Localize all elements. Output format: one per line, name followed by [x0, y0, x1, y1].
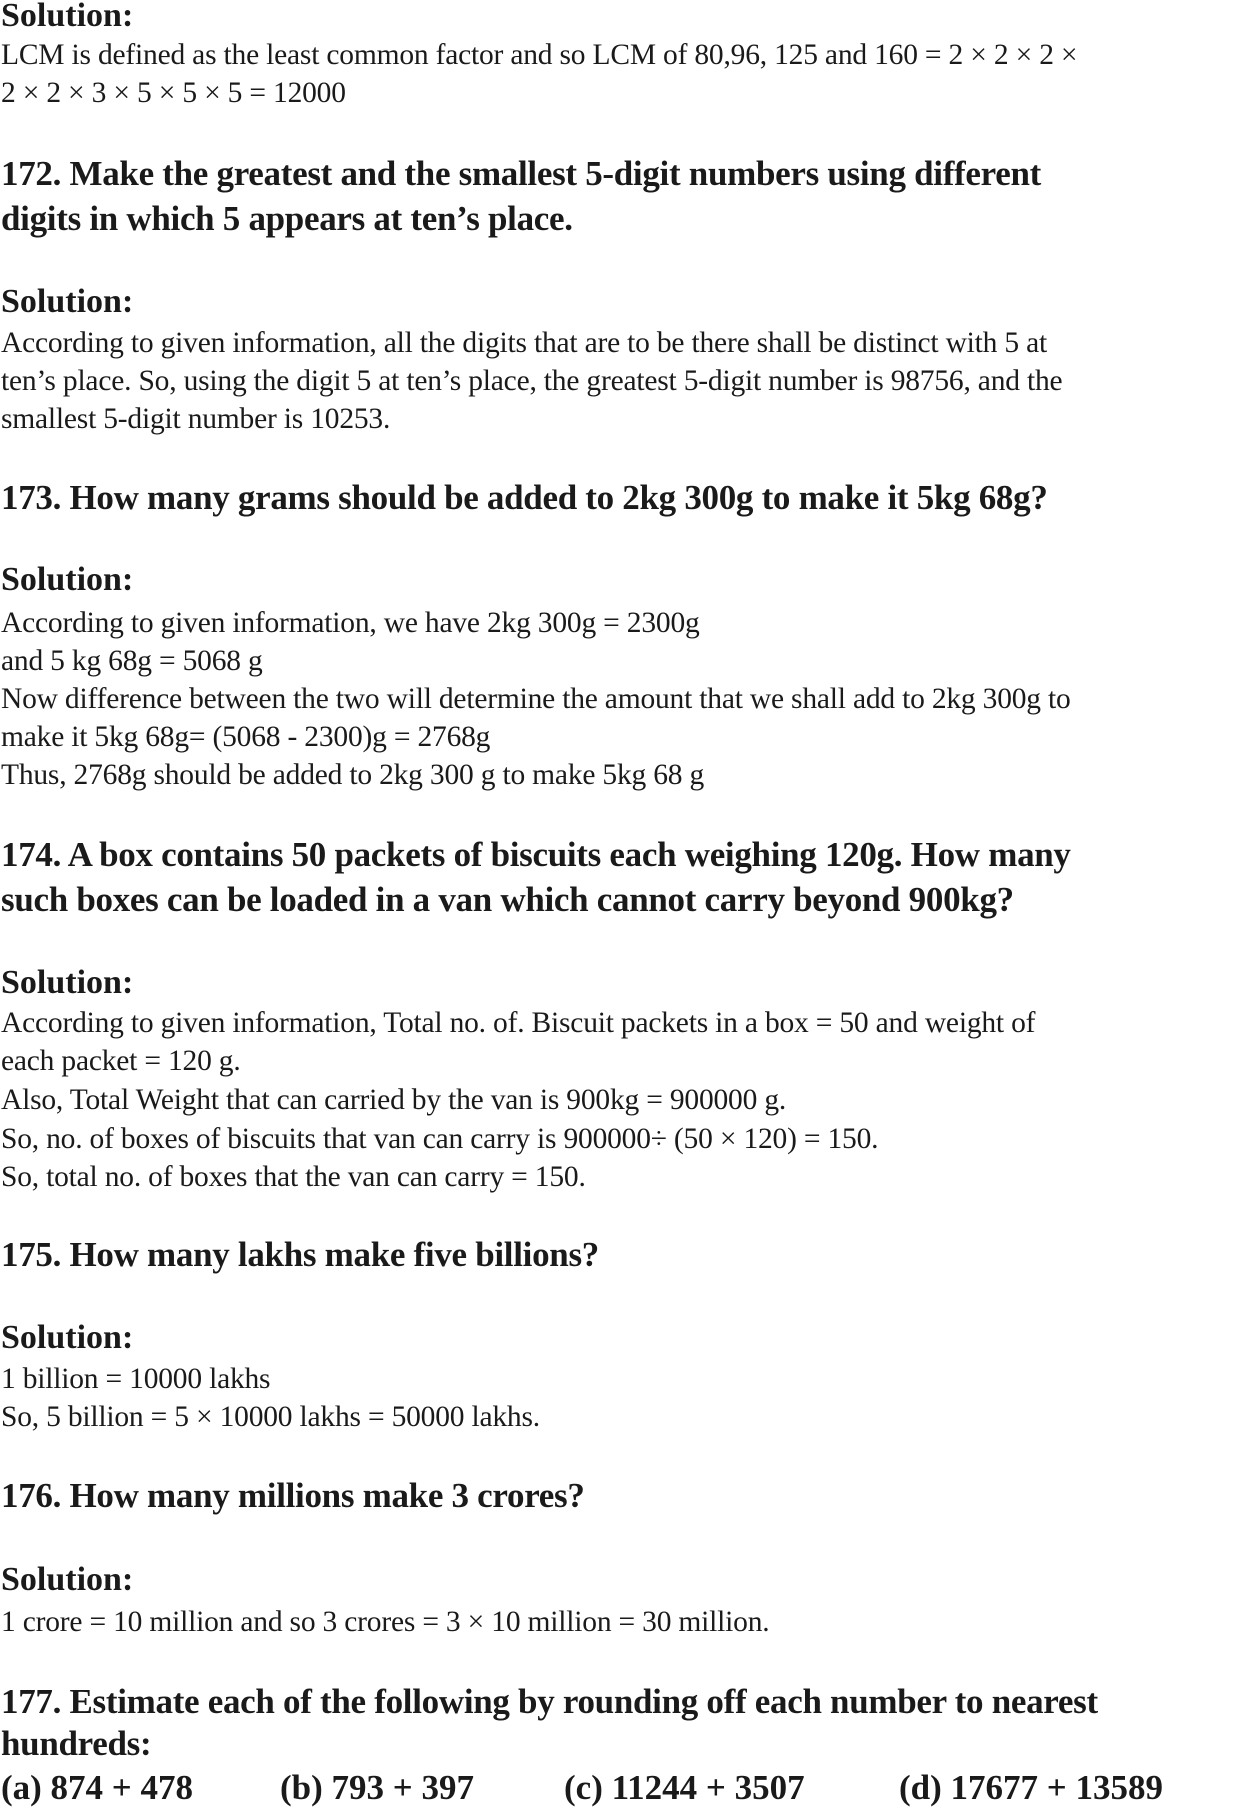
question-heading: 173. How many grams should be added to 2kg 300g to make it 5kg 68g?	[1, 478, 1048, 517]
solution-text-line: smallest 5-digit number is 10253.	[1, 403, 391, 435]
solution-text-line: So, 5 billion = 5 × 10000 lakhs = 50000 lakhs.	[1, 1401, 540, 1433]
question-option: (a) 874 + 478	[1, 1768, 194, 1807]
solution-text-line: and 5 kg 68g = 5068 g	[1, 645, 263, 677]
question-heading: digits in which 5 appears at ten’s place.	[1, 199, 573, 238]
solution-text-line: 1 crore = 10 million and so 3 crores = 3 × 10 million = 30 million.	[1, 1606, 770, 1638]
question-heading: 177. Estimate each of the following by rounding off each number to nearest	[1, 1682, 1098, 1721]
solution-text-line: So, no. of boxes of biscuits that van can carry is 900000÷ (50 × 120) = 150.	[1, 1123, 879, 1155]
solution-label: Solution:	[1, 964, 134, 1001]
question-heading: hundreds:	[1, 1724, 152, 1763]
solution-text-line: make it 5kg 68g= (5068 - 2300)g = 2768g	[1, 721, 491, 753]
solution-text-line: According to given information, we have 2kg 300g = 2300g	[1, 607, 700, 639]
solution-text-line: LCM is defined as the least common factor and so LCM of 80,96, 125 and 160 = 2 × 2 × 2 ×	[1, 39, 1078, 71]
solution-text-line: According to given information, Total no. of. Biscuit packets in a box = 50 and weight of	[1, 1007, 1036, 1039]
solution-text-line: Also, Total Weight that can carried by the van is 900kg = 900000 g.	[1, 1084, 787, 1116]
question-heading: 174. A box contains 50 packets of biscuits each weighing 120g. How many	[1, 835, 1071, 874]
solution-label: Solution:	[1, 0, 134, 34]
question-heading: 176. How many millions make 3 crores?	[1, 1476, 585, 1515]
solution-text-line: So, total no. of boxes that the van can carry = 150.	[1, 1161, 586, 1193]
question-heading: such boxes can be loaded in a van which cannot carry beyond 900kg?	[1, 880, 1014, 919]
solution-text-line: Now difference between the two will determine the amount that we shall add to 2kg 300g to	[1, 683, 1071, 715]
question-option: (c) 11244 + 3507	[564, 1768, 805, 1807]
solution-label: Solution:	[1, 1319, 134, 1356]
question-heading: 175. How many lakhs make five billions?	[1, 1235, 599, 1274]
solution-label: Solution:	[1, 561, 134, 598]
question-option: (d) 17677 + 13589	[899, 1768, 1163, 1807]
solution-label: Solution:	[1, 1561, 134, 1598]
solution-text-line: According to given information, all the digits that are to be there shall be distinct with 5 at	[1, 327, 1048, 359]
solution-label: Solution:	[1, 283, 134, 320]
solution-text-line: each packet = 120 g.	[1, 1045, 241, 1077]
question-option: (b) 793 + 397	[280, 1768, 474, 1807]
solution-text-line: ten’s place. So, using the digit 5 at ten’s place, the greatest 5-digit number is 98756, and the	[1, 365, 1063, 397]
solution-text-line: 2 × 2 × 3 × 5 × 5 × 5 = 12000	[1, 77, 346, 109]
solution-text-line: 1 billion = 10000 lakhs	[1, 1363, 271, 1395]
solution-text-line: Thus, 2768g should be added to 2kg 300 g to make 5kg 68 g	[1, 759, 705, 791]
question-heading: 172. Make the greatest and the smallest 5-digit numbers using different	[1, 154, 1041, 193]
